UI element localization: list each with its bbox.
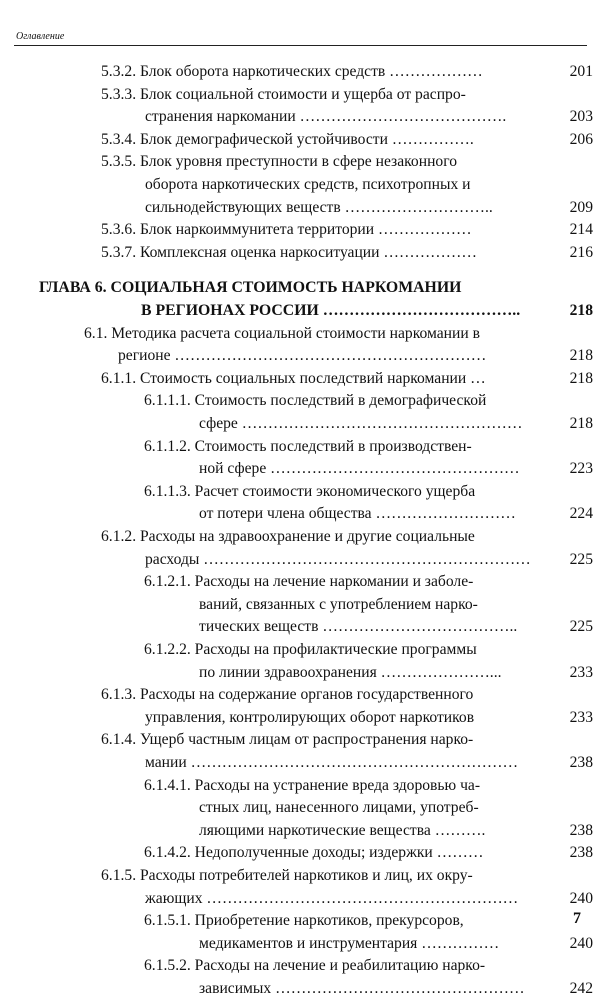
toc-entry-text: 6.1.2. Расходы на здравоохранение и другие социальные [101,528,475,545]
toc-entry-text: 5.3.2. Блок оборота наркотических средств ……………… [101,63,483,80]
toc-entry-text: 6.1.4.2. Недополученные доходы; издержки ……… [144,844,484,862]
toc-entry-text: 6.1. Методика расчета социальной стоимости наркомании в [84,324,480,342]
toc-entry-text: 6.1.1.2. Стоимость последствий в производствен- [144,437,472,455]
toc-page-number: 218 [569,347,593,365]
toc-entry-text: зависимых ………………………………………… [199,980,525,997]
toc-entry-text: странения наркомании …………………………………. [145,108,507,126]
toc-page-number: 224 [569,505,593,523]
toc-entry-text: 6.1.5.2. Расходы на лечение и реабилитацию нарко- [144,957,486,975]
toc-page-number: 240 [569,934,593,952]
toc-page-number: 233 [569,708,593,726]
toc-entry-text: 6.1.1.1. Стоимость последствий в демографической [144,392,487,410]
toc-page-number: 214 [569,221,593,239]
toc-page-number: 201 [569,63,593,80]
toc-page-number: 225 [569,618,593,636]
toc-page-number: 203 [569,108,593,126]
toc-entry-text: расходы ……………………………………………………… [145,550,531,568]
toc-entry-text: ГЛАВА 6. СОЦИАЛЬНАЯ СТОИМОСТЬ НАРКОМАНИИ [39,279,462,297]
toc-entry-text: сфере ……………………………………………… [199,415,523,432]
toc-entry-text: 5.3.7. Комплексная оценка наркоситуации ……………… [101,243,477,261]
toc-entry-text: ной сфере ………………………………………… [199,460,520,478]
header-rule [14,45,587,46]
toc-entry-text: по линии здравоохранения …………………... [199,663,502,681]
toc-entry-text: В РЕГИОНАХ РОССИИ ……………………………….. [141,302,521,319]
toc-page-number: 238 [569,754,593,771]
toc-entry-text: 6.1.2.2. Расходы на профилактические программы [144,641,477,658]
toc-page-number: 242 [569,980,593,997]
toc-entry-text: 5.3.3. Блок социальной стоимости и ущерба от распро- [101,85,466,103]
toc-page-number: 225 [569,550,593,568]
toc-entry-text: 6.1.5.1. Приобретение наркотиков, прекурсоров, [144,912,464,930]
toc-entry-text: регионе …………………………………………………… [118,347,487,365]
toc-entry-text: 5.3.4. Блок демографической устойчивости ……………. [101,130,474,148]
toc-entry-text: управления, контролирующих оборот наркотиков [145,708,475,726]
toc-page-number: 218 [569,302,593,319]
toc-entry-text: оборота наркотических средств, психотропных и [145,176,471,193]
toc-entry-text: 6.1.4. Ущерб частным лицам от распространения нарко- [101,731,474,749]
toc-entry-text: сильнодействующих веществ ……………………….. [145,198,493,216]
toc-page-number: 238 [569,821,593,839]
toc-entry-text: жающих …………………………………………………… [145,889,519,907]
toc-page-number: 240 [569,889,593,907]
toc-entry-text: 6.1.3. Расходы на содержание органов государственного [101,686,474,704]
toc-page-number: 206 [569,130,593,148]
toc-entry-text: 6.1.4.1. Расходы на устранение вреда здоровью ча- [144,776,481,794]
toc-entry-text: ляющими наркотические вещества ………. [199,821,486,839]
toc-page-number: 218 [569,369,593,387]
toc-entry-text: 6.1.2.1. Расходы на лечение наркомании и заболе- [144,573,474,591]
toc-entry-text: 6.1.5. Расходы потребителей наркотиков и лиц, их окру- [101,867,473,884]
toc-page-number: 238 [569,844,593,862]
toc-entry-text: стных лиц, нанесенного лицами, употреб- [199,799,479,817]
toc-entry-text: ваний, связанных с употреблением нарко- [199,595,478,613]
toc-entry-text: медикаментов и инструментария …………… [199,934,500,952]
toc-entry-text: 5.3.6. Блок наркоиммунитета территории ……………… [101,221,472,239]
toc-page-number: 233 [569,663,593,681]
toc-page-number: 223 [569,460,593,478]
toc-page-number: 218 [569,415,593,432]
toc-entry-text: 5.3.5. Блок уровня преступности в сфере незаконного [101,153,458,171]
toc-entry-text: 6.1.1. Стоимость социальных последствий наркомании … [101,369,486,387]
page-number: 7 [573,910,581,927]
running-header-text: Оглавление [16,31,65,42]
toc-entry-text: мании ……………………………………………………… [145,754,519,771]
toc-page-number: 209 [569,198,593,216]
toc-entry-text: тических веществ ……………………………….. [199,618,518,636]
toc-page-number: 216 [569,243,593,261]
toc-entry-text: 6.1.1.3. Расчет стоимости экономического ущерба [144,482,476,500]
toc-entry-text: от потери члена общества ……………………… [199,505,516,523]
